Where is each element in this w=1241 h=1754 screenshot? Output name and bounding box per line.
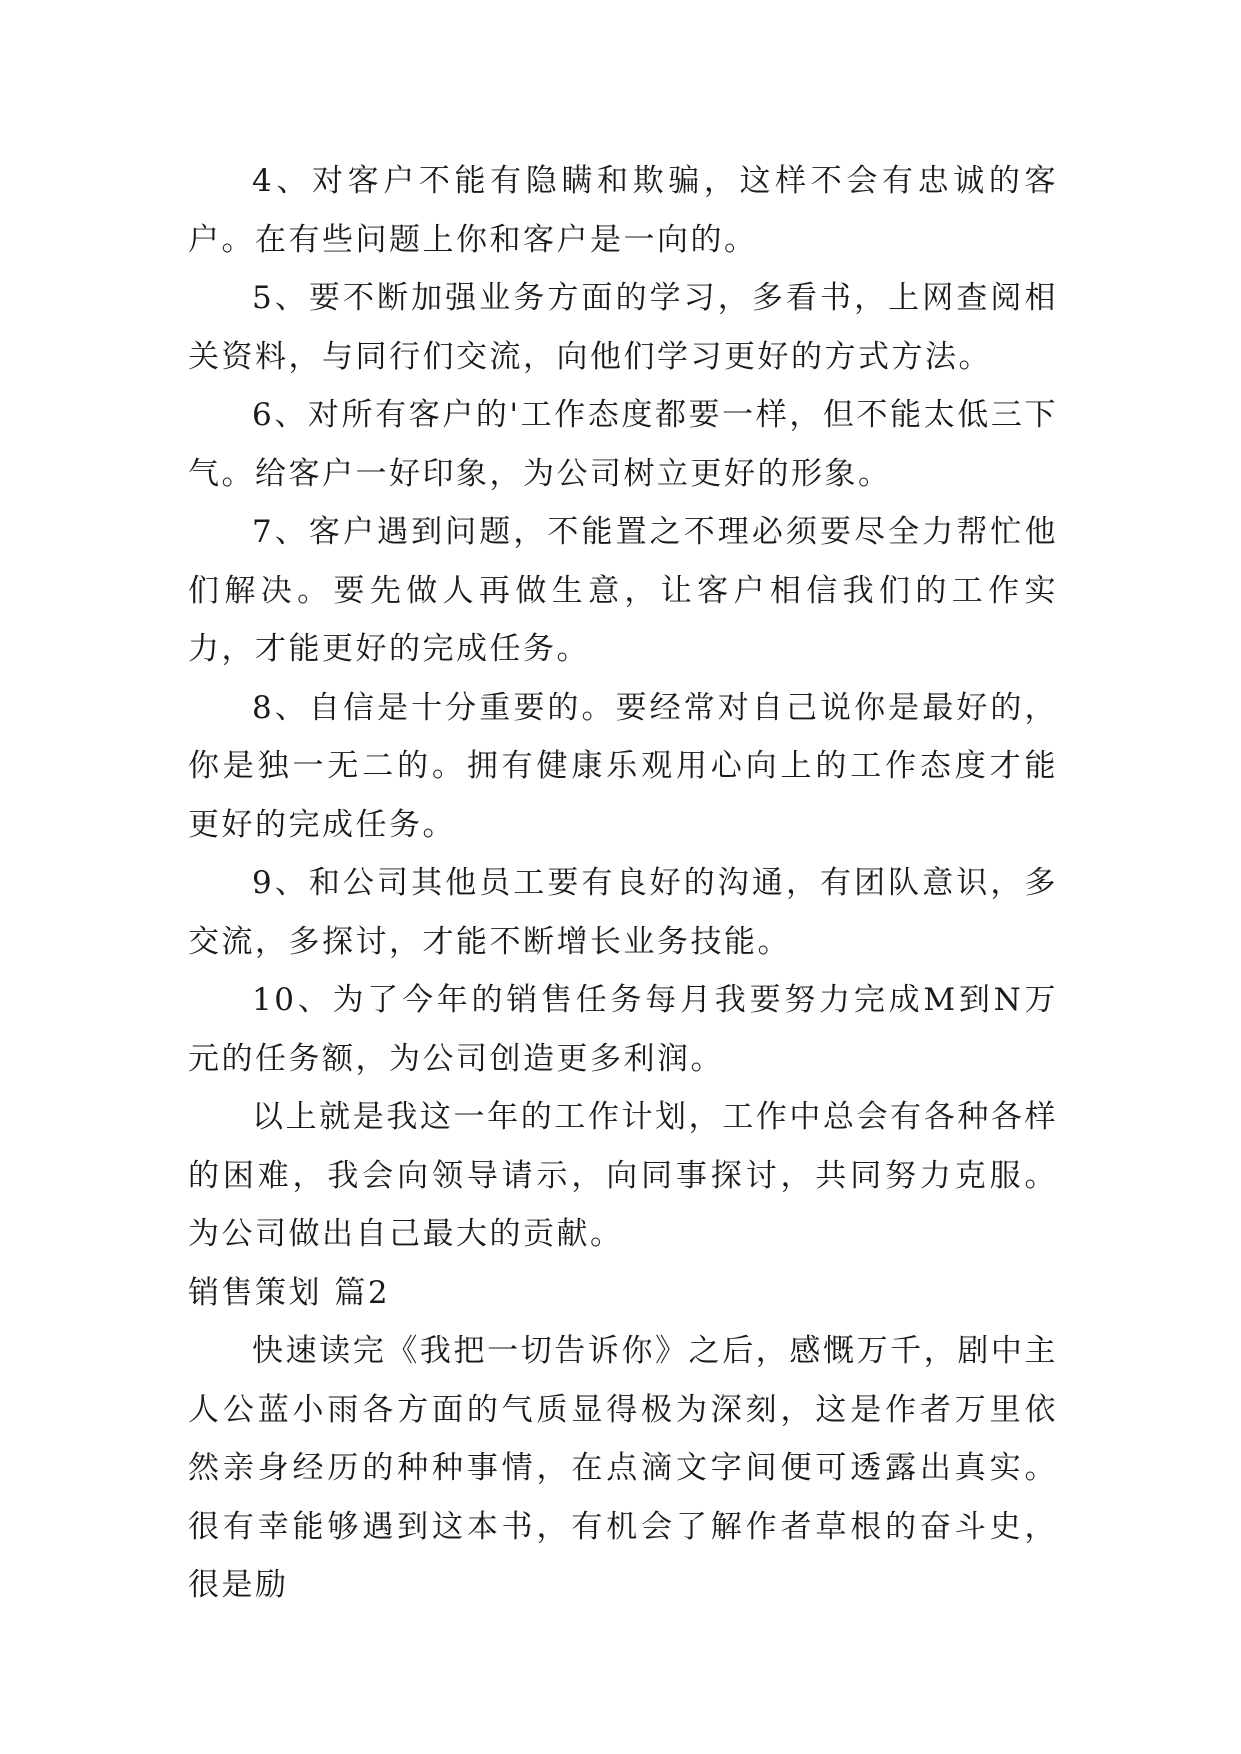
paragraph-item-10: 10、为了今年的销售任务每月我要努力完成M到N万元的任务额，为公司创造更多利润。 (188, 982, 1058, 1077)
paragraph-conclusion: 以上就是我这一年的工作计划，工作中总会有各种各样的困难，我会向领导请示，向同事探讨，共同努力克服。为公司做出自己最大的贡献。 (188, 1099, 1058, 1252)
paragraph-book-review: 快速读完《我把一切告诉你》之后，感慨万千，剧中主人公蓝小雨各方面的气质显得极为深刻，这是作者万里依然亲身经历的种种事情，在点滴文字间便可透露出真实。很有幸能够遇到这本书，有机会了解作者草根的奋斗史，很是励 (188, 1333, 1058, 1603)
paragraph-item-5: 5、要不断加强业务方面的学习，多看书，上网查阅相关资料，与同行们交流，向他们学习更好的方式方法。 (188, 280, 1058, 375)
paragraph-item-6: 6、对所有客户的'工作态度都要一样，但不能太低三下气。给客户一好印象，为公司树立更好的形象。 (188, 397, 1058, 492)
section-heading: 销售策划 篇2 (188, 1274, 391, 1311)
paragraph-item-8: 8、自信是十分重要的。要经常对自己说你是最好的，你是独一无二的。拥有健康乐观用心向上的工作态度才能更好的完成任务。 (188, 689, 1058, 843)
document-body (188, 152, 1058, 1615)
paragraph-item-7: 7、客户遇到问题，不能置之不理必须要尽全力帮忙他们解决。要先做人再做生意，让客户相信我们的工作实力，才能更好的完成任务。 (188, 514, 1058, 667)
paragraph-item-9: 9、和公司其他员工要有良好的沟通，有团队意识，多交流，多探讨，才能不断增长业务技能。 (188, 865, 1058, 960)
paragraph-item-4: 4、对客户不能有隐瞒和欺骗，这样不会有忠诚的客户。在有些问题上你和客户是一向的。 (188, 163, 1058, 258)
